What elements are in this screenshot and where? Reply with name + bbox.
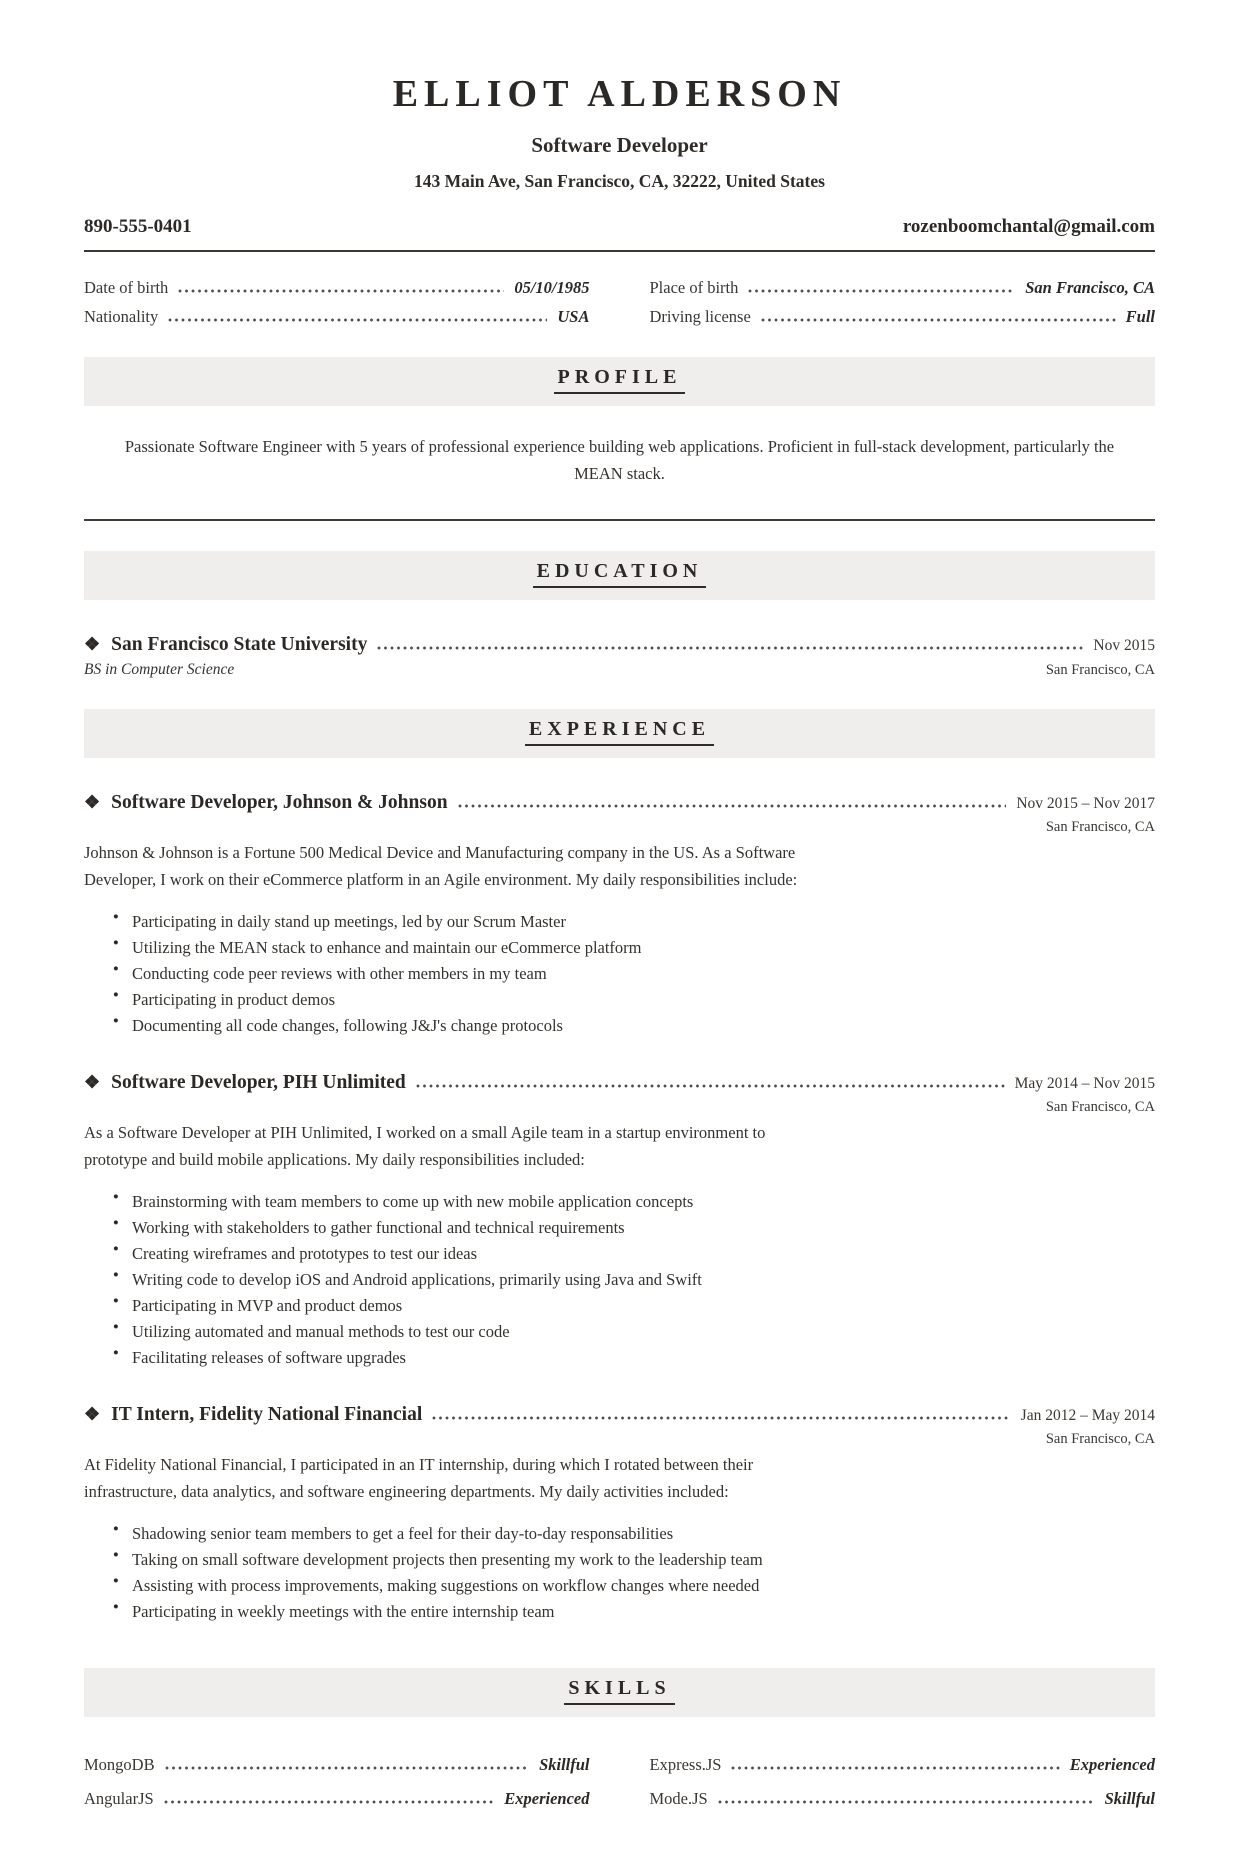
education-entry [84, 634, 1155, 679]
dotted-leader [416, 1084, 1005, 1088]
experience-entry-head [84, 1072, 1155, 1094]
info-label: Nationality [84, 307, 159, 326]
info-label: Driving license [649, 307, 751, 326]
info-value: San Francisco, CA [1025, 278, 1155, 297]
skill-name: AngularJS [84, 1789, 154, 1808]
dotted-leader [761, 318, 1116, 322]
section-band-profile [84, 357, 1155, 406]
experience-date-range: Jan 2012 – May 2014 [1020, 1407, 1155, 1425]
person-job-title: Software Developer [531, 133, 708, 157]
experience-title: IT Intern, Fidelity National Financial [111, 1404, 423, 1426]
section-title-profile: PROFILE [554, 366, 686, 394]
section-band-experience [84, 709, 1155, 758]
bullet-item: ● Conducting code peer reviews with other members in my team [132, 961, 1155, 986]
experience-entry-fidelity-national-financial [84, 1404, 1155, 1624]
section-title-skills: SKILLS [564, 1677, 674, 1705]
section-band-skills [84, 1668, 1155, 1717]
info-row-place-of-birth [650, 278, 1156, 298]
experience-location: San Francisco, CA [1045, 819, 1155, 836]
bullet-item: ● Utilizing the MEAN stack to enhance and maintain our eCommerce platform [132, 935, 1155, 960]
section-title-experience: EXPERIENCE [525, 718, 714, 746]
personal-info-grid [84, 278, 1155, 327]
skill-level: Skillful [539, 1755, 590, 1774]
education-entry-head [84, 634, 1155, 656]
bullet-item: ● Facilitating releases of software upgrades [132, 1345, 1155, 1370]
info-value: Full [1125, 307, 1155, 326]
skill-name: MongoDB [84, 1755, 155, 1774]
experience-bullet-list [84, 909, 1155, 1038]
bullet-item: ● Creating wireframes and prototypes to test our ideas [132, 1241, 1155, 1266]
bullet-item: ● Participating in daily stand up meetings, led by our Scrum Master [132, 909, 1155, 934]
header-divider [84, 250, 1155, 252]
experience-bullet-list [84, 1521, 1155, 1624]
experience-bullet-list [84, 1189, 1155, 1371]
dotted-leader [165, 1766, 529, 1770]
experience-description: As a Software Developer at PIH Unlimited, I worked on a small Agile team in a startup environment to prototype and build mobile applications. My daily responsibilities included: [84, 1123, 766, 1169]
phone-number: 890-555-0401 [84, 216, 192, 237]
section-title-education: EDUCATION [533, 560, 707, 588]
education-date: Nov 2015 [1093, 637, 1155, 655]
skill-level: Experienced [1069, 1755, 1155, 1774]
skills-grid [84, 1755, 1155, 1809]
bullet-item: ● Participating in product demos [132, 987, 1155, 1012]
skill-row-angularjs [84, 1789, 590, 1809]
dotted-leader [377, 646, 1083, 650]
dotted-leader [164, 1800, 495, 1804]
dotted-leader [168, 318, 547, 322]
bullet-item: ● Assisting with process improvements, making suggestions on workflow changes where needed [132, 1573, 1155, 1598]
dotted-leader [748, 289, 1015, 293]
entry-marker-icon: ❖ [84, 792, 101, 813]
experience-location: San Francisco, CA [1045, 1099, 1155, 1116]
info-label: Place of birth [649, 278, 739, 297]
bullet-item: ● Participating in weekly meetings with the entire internship team [132, 1599, 1155, 1624]
dotted-leader [458, 804, 1007, 808]
person-name: ELLIOT ALDERSON [392, 73, 847, 115]
entry-marker-icon: ❖ [84, 1072, 101, 1093]
skill-row-expressjs [650, 1755, 1156, 1775]
info-row-driving-license [650, 307, 1156, 327]
skill-level: Experienced [504, 1789, 590, 1808]
education-location: San Francisco, CA [1045, 662, 1155, 679]
bullet-item: ● Working with stakeholders to gather functional and technical requirements [132, 1215, 1155, 1240]
education-sub-row [84, 661, 1155, 679]
bullet-item: ● Participating in MVP and product demos [132, 1293, 1155, 1318]
email-address: rozenboomchantal@gmail.com [902, 216, 1155, 237]
info-value: 05/10/1985 [514, 278, 590, 297]
skill-row-mongodb [84, 1755, 590, 1775]
experience-description: At Fidelity National Financial, I participated in an IT internship, during which I rotated between their infrastructure, data analytics, and software engineering departments. My daily activities included: [84, 1455, 754, 1501]
resume-header [84, 72, 1155, 252]
skill-level: Skillful [1104, 1789, 1155, 1808]
info-row-date-of-birth [84, 278, 590, 298]
experience-entry-head [84, 1404, 1155, 1426]
bullet-item: ● Brainstorming with team members to come up with new mobile application concepts [132, 1189, 1155, 1214]
info-row-nationality [84, 307, 590, 327]
bullet-item: ● Shadowing senior team members to get a feel for their day-to-day responsabilities [132, 1521, 1155, 1546]
info-label: Date of birth [84, 278, 169, 297]
experience-title: Software Developer, Johnson & Johnson [111, 792, 448, 814]
dotted-leader [432, 1416, 1010, 1420]
experience-entry-head [84, 792, 1155, 814]
section-band-education [84, 551, 1155, 600]
experience-title: Software Developer, PIH Unlimited [111, 1072, 406, 1094]
experience-description: Johnson & Johnson is a Fortune 500 Medical Device and Manufacturing company in the US. As a Software Developer, I work on their eCommerce platform in an Agile environment. My daily responsibilities include: [84, 843, 798, 890]
person-address: 143 Main Ave, San Francisco, CA, 32222, United States [414, 171, 825, 191]
dotted-leader [178, 289, 504, 293]
contact-row [84, 216, 1155, 238]
skill-name: Mode.JS [649, 1789, 708, 1808]
entry-marker-icon: ❖ [84, 634, 101, 655]
bullet-item: ● Taking on small software development projects then presenting my work to the leadership team [132, 1547, 1155, 1572]
skill-row-modejs [650, 1789, 1156, 1809]
skill-name: Express.JS [649, 1755, 722, 1774]
bullet-item: ● Documenting all code changes, following J&J's change protocols [132, 1013, 1155, 1038]
experience-entry-johnson-and-johnson [84, 792, 1155, 1038]
dotted-leader [731, 1766, 1059, 1770]
dotted-leader [718, 1800, 1095, 1804]
experience-entry-pih-unlimited [84, 1072, 1155, 1370]
experience-date-range: Nov 2015 – Nov 2017 [1016, 795, 1155, 813]
profile-divider [84, 519, 1155, 521]
education-school: San Francisco State University [111, 634, 368, 656]
experience-date-range: May 2014 – Nov 2015 [1014, 1075, 1155, 1093]
experience-location: San Francisco, CA [1045, 1431, 1155, 1448]
bullet-item: ● Utilizing automated and manual methods to test our code [132, 1319, 1155, 1344]
info-value: USA [557, 307, 590, 326]
bullet-item: ● Writing code to develop iOS and Android applications, primarily using Java and Swift [132, 1267, 1155, 1292]
entry-marker-icon: ❖ [84, 1404, 101, 1425]
profile-text: Passionate Software Engineer with 5 years of professional experience building web applications. Proficient in full-stack development, particularly the MEAN stack. [124, 437, 1115, 483]
education-degree: BS in Computer Science [84, 661, 235, 679]
